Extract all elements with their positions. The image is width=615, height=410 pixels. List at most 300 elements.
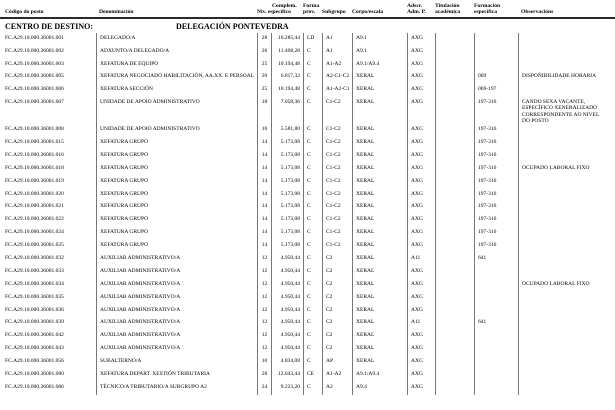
cell-adscr: AXG	[407, 266, 435, 279]
cell-titulacion	[435, 382, 474, 395]
cell-denominacion: XEFATURA GRUPO	[96, 137, 257, 150]
cell-corpo: XERAL	[352, 305, 407, 318]
cell-formacion	[474, 33, 518, 46]
cell-niv: 14	[257, 201, 271, 214]
cell-codigo: FC.A29.10.000.36001.016	[5, 151, 64, 158]
table-row	[0, 176, 615, 189]
cell-corpo: A9.1	[352, 33, 407, 46]
cell-denominacion: SUBALTERNO/A	[96, 356, 257, 369]
cell-niv: 12	[257, 317, 271, 330]
centro-de-destino-value: DELEGACIÓN PONTEVEDRA	[176, 21, 289, 31]
cell-formacion	[474, 330, 518, 343]
cell-observacions	[518, 84, 615, 97]
cell-forma: C	[303, 163, 322, 176]
cell-formacion: 197-316	[474, 201, 518, 214]
cell-forma: C	[303, 71, 322, 84]
cell-adscr: AXG	[407, 176, 435, 189]
cell-adscr: AXG	[407, 124, 435, 137]
cell-complem: 5.173,08	[271, 176, 303, 189]
cell-complem: 5.173,08	[271, 227, 303, 240]
cell-denominacion: AUXILIAR ADMINISTRATIVO/A	[96, 317, 257, 330]
cell-subgrupo: A2-C1-C2	[322, 71, 352, 84]
cell-forma: C	[303, 292, 322, 305]
table-row	[0, 279, 615, 292]
cell-observacions	[518, 137, 615, 150]
centro-de-destino-label: CENTRO DE DESTINO:	[5, 21, 94, 31]
cell-observacions	[518, 356, 615, 369]
cell-complem: 4.834,08	[271, 356, 303, 369]
cell-titulacion	[435, 214, 474, 227]
cell-corpo: A9.1/A9.4	[352, 59, 407, 72]
cell-forma: C	[303, 124, 322, 137]
cell-titulacion	[435, 253, 474, 266]
cell-forma: C	[303, 137, 322, 150]
cell-titulacion	[435, 46, 474, 59]
cell-observacions	[518, 330, 615, 343]
cell-denominacion: AUXILIAR ADMINISTRATIVO/A	[96, 305, 257, 318]
cell-corpo: XERAL	[352, 163, 407, 176]
cell-forma: C	[303, 59, 322, 72]
cell-corpo: XERAL	[352, 124, 407, 137]
cell-titulacion	[435, 227, 474, 240]
cell-adscr: AXG	[407, 71, 435, 84]
cell-formacion: 197-316	[474, 163, 518, 176]
cell-complem: 10.194,48	[271, 84, 303, 97]
cell-codigo: FC.A29.10.000.36001.005	[5, 73, 64, 80]
cell-corpo: XERAL	[352, 176, 407, 189]
cell-codigo: FC.A29.10.000.36001.086	[5, 383, 64, 390]
cell-titulacion	[435, 163, 474, 176]
cell-observacions	[518, 369, 615, 382]
cell-formacion: 197-316	[474, 176, 518, 189]
cell-subgrupo: C2	[322, 305, 352, 318]
cell-niv: 14	[257, 240, 271, 253]
cell-complem: 9.223,20	[271, 382, 303, 395]
cell-denominacion: XEFATURA NEGOCIADO HABILITACIÓN, AA.XX. E PERSOAL	[96, 71, 257, 84]
cell-subgrupo: C1-C2	[322, 137, 352, 150]
cell-subgrupo: A2	[322, 382, 352, 395]
cell-titulacion	[435, 33, 474, 46]
cell-titulacion	[435, 137, 474, 150]
cell-titulacion	[435, 305, 474, 318]
table-row	[0, 356, 615, 369]
cell-titulacion	[435, 317, 474, 330]
cell-corpo: XERAL	[352, 266, 407, 279]
table-row	[0, 59, 615, 72]
cell-subgrupo: C1-C2	[322, 176, 352, 189]
cell-forma: C	[303, 97, 322, 124]
cell-complem: 7.058,36	[271, 97, 303, 124]
cell-niv: 25	[257, 84, 271, 97]
cell-codigo: FC.A29.10.000.36001.022	[5, 216, 64, 223]
cell-corpo: XERAL	[352, 292, 407, 305]
table-row	[0, 382, 615, 395]
table-row	[0, 189, 615, 202]
cell-adscr: AXG	[407, 46, 435, 59]
cell-corpo: XERAL	[352, 227, 407, 240]
cell-observacions	[518, 46, 615, 59]
column-header-titulacion-academica: Titulación académica	[435, 3, 461, 16]
column-header-subgrupo: Subgrupo	[322, 9, 346, 16]
cell-forma: CE	[303, 369, 322, 382]
column-header-corpo-escala: Corpo/escala	[352, 9, 384, 16]
cell-corpo: XERAL	[352, 279, 407, 292]
cell-subgrupo: C2	[322, 330, 352, 343]
cell-forma: C	[303, 266, 322, 279]
cell-adscr: AXG	[407, 150, 435, 163]
cell-titulacion	[435, 201, 474, 214]
cell-niv: 14	[257, 150, 271, 163]
cell-forma: C	[303, 240, 322, 253]
cell-titulacion	[435, 124, 474, 137]
cell-corpo: XERAL	[352, 317, 407, 330]
cell-corpo: XERAL	[352, 189, 407, 202]
cell-codigo: FC.A29.10.000.36001.008	[5, 126, 64, 133]
cell-subgrupo: A1-A2	[322, 369, 352, 382]
cell-codigo: FC.A29.10.000.36001.080	[5, 371, 64, 377]
cell-denominacion: AUXILIAR ADMINISTRATIVO/A	[96, 343, 257, 356]
cell-formacion	[474, 46, 518, 59]
cell-complem: 12.643,44	[271, 369, 303, 382]
cell-formacion: 197-316	[474, 214, 518, 227]
cell-niv: 20	[257, 71, 271, 84]
cell-titulacion	[435, 343, 474, 356]
cell-titulacion	[435, 369, 474, 382]
cell-niv: 24	[257, 382, 271, 395]
cell-codigo: FC.A29.10.000.36001.019	[5, 177, 64, 184]
table-row	[0, 240, 615, 253]
cell-observacions	[518, 266, 615, 279]
cell-formacion	[474, 305, 518, 318]
cell-formacion	[474, 279, 518, 292]
cell-formacion: 197-316	[474, 137, 518, 150]
cell-denominacion: XEFATURA GRUPO	[96, 150, 257, 163]
column-header-denominacion: Denominación	[99, 9, 134, 16]
cell-denominacion: XEFATURA GRUPO	[96, 189, 257, 202]
cell-observacions	[518, 189, 615, 202]
cell-codigo: FC.A29.10.000.36001.015	[5, 138, 64, 145]
cell-formacion	[474, 356, 518, 369]
cell-denominacion: AUXILIAR ADMINISTRATIVO/A	[96, 266, 257, 279]
table-row	[0, 369, 615, 382]
cell-titulacion	[435, 356, 474, 369]
cell-complem: 4.950,44	[271, 343, 303, 356]
cell-codigo: FC.A29.10.000.36001.034	[5, 280, 64, 287]
cell-niv: 14	[257, 214, 271, 227]
cell-complem: 5.581,80	[271, 124, 303, 137]
cell-titulacion	[435, 71, 474, 84]
cell-subgrupo: C1-C2	[322, 227, 352, 240]
cell-denominacion: UNIDADE DE APOIO ADMINISTRATIVO	[96, 97, 257, 124]
table-row	[0, 343, 615, 356]
cell-codigo: FC.A29.10.000.36001.020	[5, 190, 64, 197]
cell-formacion: 197-316	[474, 124, 518, 137]
cell-formacion	[474, 382, 518, 395]
table-row	[0, 266, 615, 279]
cell-observacions: OCUPADO LABORAL FIXO	[518, 163, 615, 176]
cell-denominacion: XEFATURA GRUPO	[96, 201, 257, 214]
cell-forma: C	[303, 382, 322, 395]
cell-formacion	[474, 369, 518, 382]
cell-subgrupo: C1-C2	[322, 240, 352, 253]
cell-observacions: OCUPADO LABORAL FIXO	[518, 279, 615, 292]
centro-de-destino-heading	[0, 19, 615, 33]
cell-adscr: AXG	[407, 163, 435, 176]
cell-denominacion: UNIDADE DE APOIO ADMINISTRATIVO	[96, 124, 257, 137]
cell-codigo: FC.A29.10.000.36001.002	[5, 47, 64, 54]
cell-complem: 10.194,48	[271, 59, 303, 72]
table-row	[0, 201, 615, 214]
cell-corpo: XERAL	[352, 253, 407, 266]
cell-subgrupo: A1	[322, 46, 352, 59]
table-row	[0, 317, 615, 330]
cell-denominacion: XEFATURA SECCIÓN	[96, 84, 257, 97]
cell-titulacion	[435, 240, 474, 253]
cell-adscr: AXG	[407, 330, 435, 343]
cell-corpo: XERAL	[352, 356, 407, 369]
cell-niv: 12	[257, 292, 271, 305]
cell-niv: 14	[257, 137, 271, 150]
cell-denominacion: AUXILIAR ADMINISTRATIVO/A	[96, 279, 257, 292]
cell-niv: 12	[257, 330, 271, 343]
table-row	[0, 97, 615, 124]
cell-adscr: AXG	[407, 84, 435, 97]
cell-complem: 4.950,44	[271, 330, 303, 343]
cell-corpo: XERAL	[352, 71, 407, 84]
cell-niv: 12	[257, 305, 271, 318]
cell-forma: C	[303, 317, 322, 330]
cell-subgrupo: C2	[322, 343, 352, 356]
cell-denominacion: AUXILIAR ADMINISTRATIVO/A	[96, 330, 257, 343]
column-header-codigo: Código do posto	[5, 9, 44, 16]
cell-formacion	[474, 292, 518, 305]
cell-corpo: XERAL	[352, 330, 407, 343]
cell-codigo: FC.A29.10.000.36001.033	[5, 267, 64, 274]
cell-formacion	[474, 59, 518, 72]
cell-niv: 12	[257, 279, 271, 292]
cell-corpo: A9.1	[352, 46, 407, 59]
cell-codigo: FC.A29.10.000.36001.018	[5, 164, 64, 171]
cell-niv: 14	[257, 189, 271, 202]
cell-adscr: AXG	[407, 137, 435, 150]
cell-formacion: 197-316	[474, 189, 518, 202]
cell-complem: 5.173,08	[271, 201, 303, 214]
cell-titulacion	[435, 292, 474, 305]
cell-adscr: A11	[407, 317, 435, 330]
cell-niv: 18	[257, 97, 271, 124]
cell-niv: 12	[257, 253, 271, 266]
cell-complem: 16.285,44	[271, 33, 303, 46]
cell-adscr: AXG	[407, 214, 435, 227]
table-row	[0, 124, 615, 137]
cell-forma: C	[303, 356, 322, 369]
cell-subgrupo: C2	[322, 266, 352, 279]
cell-complem: 5.173,08	[271, 214, 303, 227]
cell-denominacion: XEFATURA GRUPO	[96, 214, 257, 227]
cell-niv: 28	[257, 369, 271, 382]
cell-observacions	[518, 214, 615, 227]
cell-complem: 4.950,44	[271, 266, 303, 279]
cell-niv: 10	[257, 356, 271, 369]
cell-adscr: AXG	[407, 356, 435, 369]
column-header-forma-prov: Forma prov.	[303, 3, 320, 16]
cell-complem: 5.173,08	[271, 189, 303, 202]
cell-formacion: 197-316	[474, 150, 518, 163]
cell-corpo: XERAL	[352, 137, 407, 150]
table-row	[0, 214, 615, 227]
table-row	[0, 137, 615, 150]
cell-forma: C	[303, 201, 322, 214]
cell-codigo: FC.A29.10.000.36001.035	[5, 293, 64, 300]
cell-corpo: XERAL	[352, 201, 407, 214]
cell-codigo: FC.A29.10.000.36001.039	[5, 319, 64, 326]
cell-observacions	[518, 59, 615, 72]
cell-codigo: FC.A29.10.000.36001.024	[5, 229, 64, 236]
cell-forma: C	[303, 227, 322, 240]
table-row	[0, 33, 615, 46]
cell-forma: LD	[303, 33, 322, 46]
cell-subgrupo: C1-C2	[322, 214, 352, 227]
cell-adscr: AXG	[407, 97, 435, 124]
cell-observacions	[518, 292, 615, 305]
cell-complem: 4.950,44	[271, 292, 303, 305]
cell-niv: 14	[257, 227, 271, 240]
cell-codigo: FC.A29.10.000.36001.021	[5, 203, 64, 210]
cell-denominacion: XEFATURA GRUPO	[96, 176, 257, 189]
cell-codigo: FC.A29.10.000.36001.006	[5, 86, 64, 93]
cell-formacion: 197-316	[474, 240, 518, 253]
cell-forma: C	[303, 305, 322, 318]
cell-subgrupo: C2	[322, 253, 352, 266]
cell-forma: C	[303, 150, 322, 163]
cell-titulacion	[435, 189, 474, 202]
cell-formacion: 641	[474, 317, 518, 330]
cell-forma: C	[303, 176, 322, 189]
cell-adscr: A11	[407, 253, 435, 266]
cell-codigo: FC.A29.10.000.36001.001	[5, 34, 64, 41]
table-row	[0, 227, 615, 240]
cell-codigo: FC.A29.10.000.36001.042	[5, 332, 64, 339]
cell-subgrupo: C2	[322, 317, 352, 330]
cell-niv: 25	[257, 59, 271, 72]
cell-forma: C	[303, 343, 322, 356]
table-row	[0, 71, 615, 84]
cell-subgrupo: C2	[322, 292, 352, 305]
cell-complem: 4.950,44	[271, 279, 303, 292]
cell-titulacion	[435, 330, 474, 343]
cell-corpo: A9.4	[352, 382, 407, 395]
cell-adscr: AXG	[407, 305, 435, 318]
cell-codigo: FC.A29.10.000.36001.007	[5, 99, 64, 106]
cell-titulacion	[435, 84, 474, 97]
cell-adscr: AXG	[407, 292, 435, 305]
cell-forma: C	[303, 253, 322, 266]
cell-observacions	[518, 317, 615, 330]
cell-formacion: 197-316	[474, 227, 518, 240]
cell-observacions	[518, 227, 615, 240]
table-row	[0, 330, 615, 343]
cell-corpo: XERAL	[352, 150, 407, 163]
cell-codigo: FC.A29.10.000.36001.036	[5, 306, 64, 313]
cell-titulacion	[435, 59, 474, 72]
cell-denominacion: XEFATURA GRUPO	[96, 163, 257, 176]
column-header-niv-complem-especifico: Complem. Niv. específico	[257, 3, 297, 16]
cell-complem: 5.173,08	[271, 150, 303, 163]
cell-formacion	[474, 266, 518, 279]
cell-adscr: AXG	[407, 33, 435, 46]
cell-complem: 5.173,08	[271, 137, 303, 150]
cell-formacion	[474, 343, 518, 356]
cell-observacions	[518, 124, 615, 137]
cell-codigo: FC.A29.10.000.36001.003	[5, 60, 64, 67]
cell-adscr: AXG	[407, 382, 435, 395]
cell-niv: 16	[257, 124, 271, 137]
cell-denominacion: AUXILIAR ADMINISTRATIVO/A	[96, 253, 257, 266]
cell-titulacion	[435, 150, 474, 163]
cell-codigo: FC.A29.10.000.36001.043	[5, 345, 64, 352]
cell-subgrupo: C1-C2	[322, 163, 352, 176]
table-rows	[0, 33, 615, 395]
cell-forma: C	[303, 84, 322, 97]
cell-forma: C	[303, 189, 322, 202]
cell-titulacion	[435, 176, 474, 189]
cell-observacions	[518, 240, 615, 253]
cell-forma: C	[303, 330, 322, 343]
cell-complem: 5.173,08	[271, 163, 303, 176]
cell-subgrupo: AP	[322, 356, 352, 369]
cell-subgrupo: C1-C2	[322, 150, 352, 163]
cell-titulacion	[435, 279, 474, 292]
cell-adscr: AXG	[407, 59, 435, 72]
cell-formacion: 641	[474, 253, 518, 266]
cell-denominacion: XEFATURA GRUPO	[96, 227, 257, 240]
cell-corpo: XERAL	[352, 214, 407, 227]
cell-subgrupo: C2	[322, 279, 352, 292]
cell-titulacion	[435, 266, 474, 279]
cell-niv: 14	[257, 176, 271, 189]
table-row	[0, 305, 615, 318]
cell-subgrupo: C1-C2	[322, 124, 352, 137]
cell-corpo: XERAL	[352, 240, 407, 253]
cell-observacions: DISPOÑIBILIDADE HORARIA	[518, 71, 615, 84]
cell-adscr: AXG	[407, 201, 435, 214]
cell-observacions	[518, 253, 615, 266]
cell-denominacion: AUXILIAR ADMINISTRATIVO/A	[96, 292, 257, 305]
column-header-adscr-adm-p: Adscr. Adm. P.	[407, 3, 426, 16]
cell-denominacion: XEFATURA GRUPO	[96, 240, 257, 253]
cell-observacions	[518, 343, 615, 356]
cell-corpo: XERAL	[352, 343, 407, 356]
cell-adscr: AXG	[407, 279, 435, 292]
cell-codigo: FC.A29.10.000.36001.056	[5, 358, 64, 365]
cell-observacions	[518, 305, 615, 318]
cell-forma: C	[303, 279, 322, 292]
cell-subgrupo: C1-C2	[322, 97, 352, 124]
cell-denominacion: ADXUNTO/A DELEGADO/A	[96, 46, 257, 59]
cell-complem: 4.950,44	[271, 253, 303, 266]
cell-observacions	[518, 150, 615, 163]
cell-titulacion	[435, 97, 474, 124]
cell-adscr: AXG	[407, 227, 435, 240]
cell-codigo: FC.A29.10.000.36001.032	[5, 254, 64, 261]
cell-subgrupo: A1	[322, 33, 352, 46]
cell-complem: 6.817,32	[271, 71, 303, 84]
cell-denominacion: XEFATURA DEPART. XESTIÓN TRIBUTARIA	[96, 369, 257, 382]
cell-forma: C	[303, 214, 322, 227]
cell-observacions	[518, 201, 615, 214]
table-column-header	[0, 0, 615, 16]
cell-corpo: XERAL	[352, 84, 407, 97]
